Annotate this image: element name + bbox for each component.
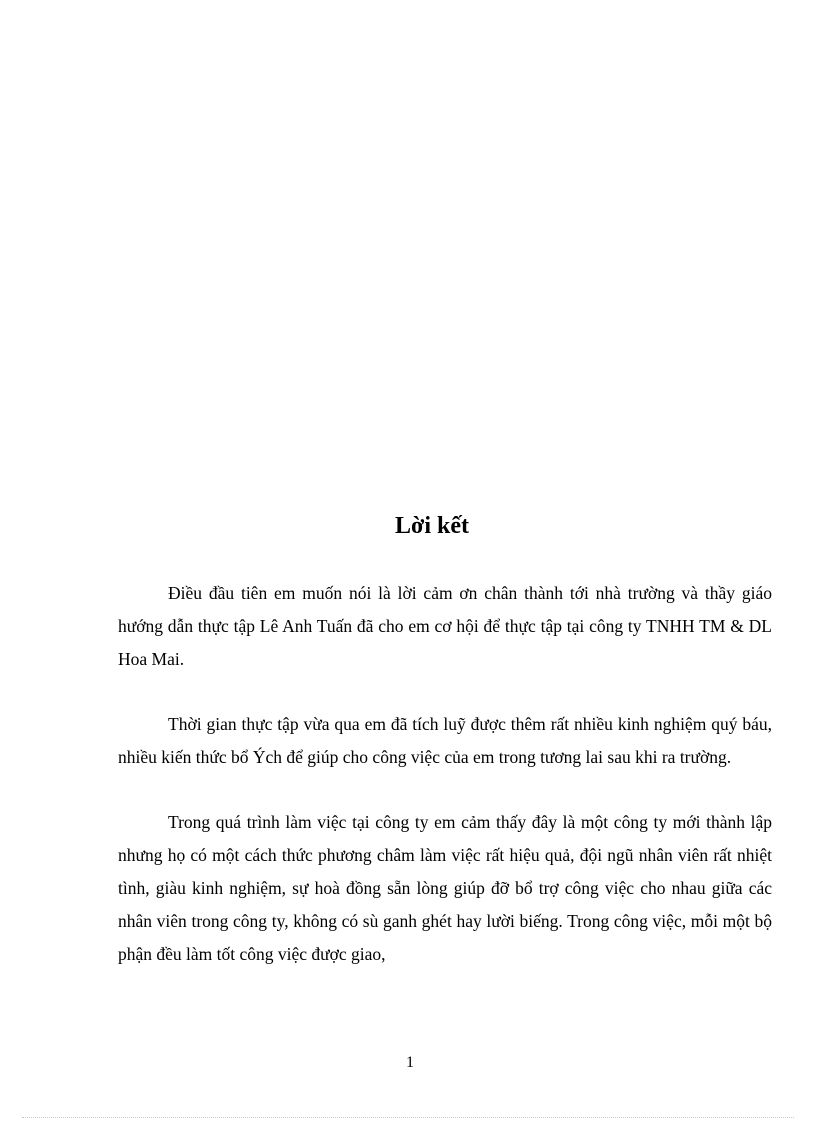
paragraph-3: Trong quá trình làm việc tại công ty em cảm thấy đây là một công ty mới thành lập nhưng họ có một cách thức phương châm làm việc rất hiệu quả, đội ngũ nhân viên rất nhiệt tình, giàu kinh nghiệm, sự hoà đồng sẵn lòng giúp đỡ bổ trợ công việc cho nhau giữa các nhân viên trong công ty, không có sù ganh ghét hay lười biếng. Trong công việc, mỗi một bộ phận đều làm tốt công việc được giao, (118, 812, 772, 964)
page-bottom-divider (22, 1117, 794, 1118)
body-text (118, 577, 772, 971)
page-number: 1 (406, 1054, 414, 1071)
page-title: Lời kết (395, 513, 469, 539)
paragraph-1: Điều đầu tiên em muốn nói là lời cảm ơn chân thành tới nhà trường và thầy giáo hướng dẫn thực tập Lê Anh Tuấn đã cho em cơ hội để thực tập tại công ty TNHH TM & DL Hoa Mai. (118, 583, 772, 669)
paragraph-2: Thời gian thực tập vừa qua em đã tích luỹ được thêm rất nhiều kinh nghiệm quý báu, nhiều kiến thức bổ Ých để giúp cho công việc của em trong tương lai sau khi ra trường. (118, 714, 772, 767)
